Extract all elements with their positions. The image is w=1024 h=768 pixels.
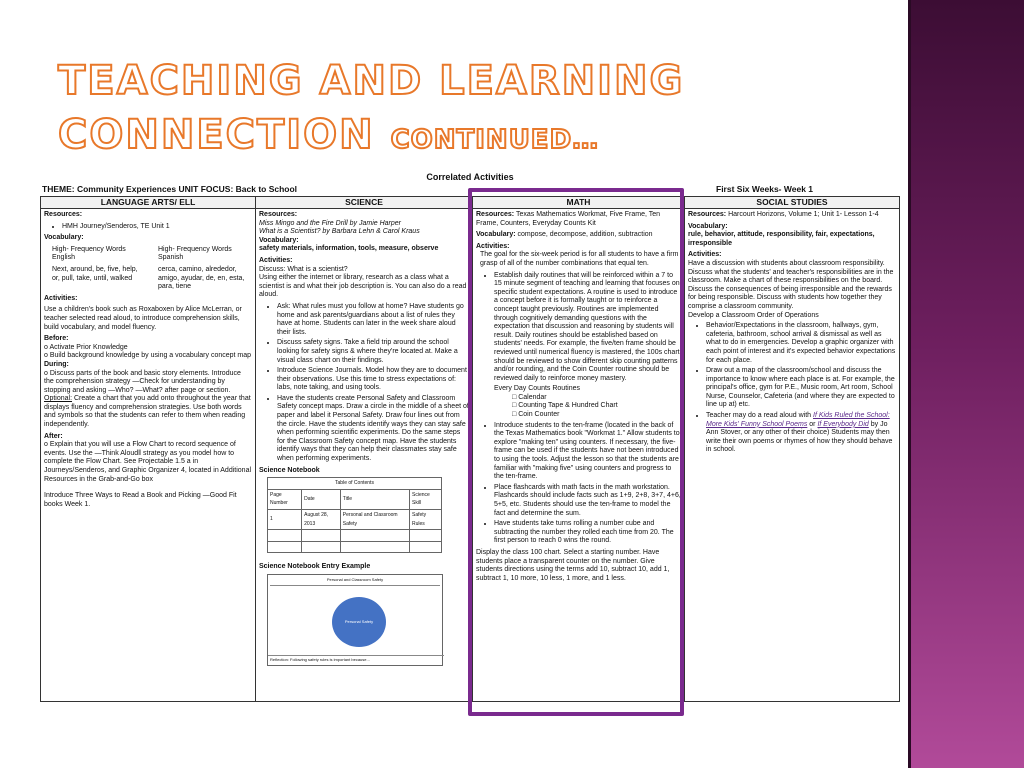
- intro-text: Introduce Three Ways to Read a Book and Picking —Good Fit books Week 1.: [44, 492, 237, 508]
- final-text: Display the class 100 chart. Select a starting number. Have students place a transparent counter on the number. Give students directions using the terms add 10, subtract 10, add 1, subtract 1, 10 more, 10 less, 1 more, and 1 less.: [476, 548, 670, 582]
- activity-text: Using either the internet or library, research as a class what a scientist is and what their job description is. You can also do a read aloud.: [259, 274, 467, 299]
- resources-label: Resources:: [44, 211, 83, 218]
- toc-cell: Safety Rules: [410, 510, 442, 530]
- list-item: • Draw out a map of the classroom/school and discuss the importance to know where each place is at. For example, the principal's office, gym for P.E., Music room, Art room, School Nurse, Counselor, Cafeteria (and where they are expected to line up at) etc.: [706, 367, 896, 410]
- edc-label: Every Day Counts Routines: [494, 385, 580, 393]
- math-highlight-frame: [468, 188, 684, 716]
- list-item: • Ask: What rules must you follow at home? Have students go home and ask parents/guardians about a list of rules they have at home. Students can later in the week share aloud their lists.: [277, 303, 469, 337]
- before-item: o Activate Prior Knowledge: [44, 343, 128, 351]
- list-item: • Teacher may do a read aloud with If Kids Ruled the School: More Kids' Funny School Poems or If Everybody Did by Jo Ann Stover, or any other of their choice) Students may then write their own poems or rhymes of how they should behave in school.: [706, 412, 896, 455]
- activity-text: Use a children's book such as Roxaboxen by Alice McLerran, or teacher selected read aloud, to introduce comprehension skills, build vocabulary, and model fluency.: [44, 306, 242, 331]
- decorative-sidebar: [908, 0, 1024, 768]
- during-label: During:: [44, 360, 69, 368]
- resources-label: Resources:: [259, 211, 298, 218]
- column-science: [256, 197, 473, 701]
- list-item: • Have the students create Personal Safety and Classroom Safety concept maps. Draw a circle in the middle of a sheet of paper and label it Personal Safety. Draw four lines out from the circle. Have the students identify ways they can stay safe when performing scientific experiments. Do the same steps for the Classroom Safety concept map. Have the students identify ways that they can help their classmates stay safe when performing experiments.: [277, 395, 469, 464]
- resource-item: • HMH Journey/Senderos, TE Unit 1: [62, 223, 252, 232]
- notebook-label: Science Notebook: [259, 466, 320, 474]
- vocab-label: Vocabulary:: [688, 222, 728, 230]
- list-item: • Discuss safety signs. Take a field trip around the school looking for safety signs & where they're located at. Make a visual class chart on their findings.: [277, 339, 469, 365]
- resources-text: Texas Mathematics Workmat, Five Frame, Ten Frame, Counters, Everyday Counts Kit: [476, 211, 661, 227]
- before-label: Before:: [44, 335, 69, 343]
- toc-header: Title: [340, 489, 409, 509]
- list-item: • Establish daily routines that will be reinforced within a 7 to 15 minute segment of teaching and learning that focuses on specific student expectations. A routine is used to introduce a concept before it is formally taught or to reinforce a concept taught previously. Routines are implemented through cognitively demanding questions with the expectation that discussion and reasoning by students will result. Daily routines should be established based on students' needs. For example, the five/ten frame should be reviewed until numerical fluency is mastered, the 100s chart should be reviewed to show different skip counting patterns and/or rounding, and the Coin Counter routine should be reviewed daily to reinforce money mastery. Every Day Counts Routines □ Calendar □ Counting Tape & Hundred Chart □ Coin Counter: [494, 272, 681, 420]
- slide-title-continued: CONTINUED…: [390, 125, 600, 155]
- edc-item: □ Counting Tape & Hundred Chart: [512, 402, 618, 410]
- toc-cell: 1: [268, 510, 302, 530]
- vocab-spanish-words: cerca, camino, alrededor, amigo, ayudar, de, en, esta, para, tiene: [158, 265, 245, 291]
- column-header: SOCIAL STUDIES: [685, 197, 899, 209]
- list-item: • Place flashcards with math facts in the math workstation. Flashcards should include facts such as 1+9, 2+8, 3+7, 4+6, 5+5, etc. Students should use the ten-frame to model the fact and determine the sum.: [494, 484, 681, 518]
- resources-label: Resources:: [688, 211, 727, 218]
- doc-week: First Six Weeks- Week 1: [716, 184, 814, 194]
- after-item: o Explain that you will use a Flow Chart to record sequence of events. Use the —Think Aloud‖ strategy as you model how to complete the Flow Chart. See Projectable 1.5 a in Journeys/Senderos, and Graphic Organizer 4, located in Additional Resources in the Grab-and-Go box: [44, 441, 252, 483]
- vocab-english-words: Next, around, be, five, help, or, pull, take, until, walked: [52, 265, 138, 282]
- during-item: o Discuss parts of the book and basic story elements. Introduce the comprehension strategy —Check for understanding by stopping and asking —Who? —What? after page or section.: [44, 369, 241, 394]
- edc-item: □ Coin Counter: [512, 411, 560, 419]
- resources-text: Harcourt Horizons, Volume 1; Unit 1- Lesson 1-4: [726, 211, 879, 218]
- column-social-studies: [685, 197, 899, 701]
- optional-text: Create a chart that you add onto throughout the year that displays fluency and comprehension strategies. Use both words and symbols so that the students can refer to them when reading independently.: [44, 395, 251, 429]
- list-item: • Introduce students to the ten-frame (located in the back of the Texas Mathematics book "Workmat 1." Allow students to explore "making ten" using counters. If necessary, the five-frame can be used if the students have not been introduced to using the tools. Adjust the lesson so that the students are familiar with "making five" using counters and progress to the ten-frame.: [494, 422, 681, 482]
- activity-text: Develop a Classroom Order of Operations: [688, 311, 819, 319]
- activities-label: Activities:: [476, 242, 510, 250]
- table-of-contents: [267, 477, 442, 553]
- entry-caption: Personal and Classroom Safety: [270, 576, 440, 586]
- doc-heading: Correlated Activities: [426, 172, 514, 182]
- sidebar-edge: [908, 0, 911, 768]
- entry-example-label: Science Notebook Entry Example: [259, 563, 371, 571]
- after-label: After:: [44, 432, 63, 440]
- vocab-words: safety materials, information, tools, measure, observe: [259, 245, 439, 253]
- toc-title: Table of Contents: [268, 478, 442, 490]
- entry-reflection: Reflection: Following safety rules is important because...: [268, 655, 444, 665]
- optional-label: Optional:: [44, 395, 73, 403]
- activities-label: Activities:: [259, 256, 293, 264]
- slide-title-line2: [58, 112, 599, 158]
- column-language-arts: [41, 197, 256, 701]
- vocab-english-head: High- Frequency Words English: [52, 245, 126, 262]
- resource-item: What is a Scientist? by Barbara Lehn & Carol Kraus: [259, 228, 420, 236]
- notebook-entry-example: [267, 574, 443, 666]
- activities-label: Activities:: [44, 294, 78, 302]
- toc-header: Science Skill: [410, 489, 442, 509]
- list-item: • Have students take turns rolling a number cube and subtracting the number they rolled each time from 20. The first person to reach 0 wins the round.: [494, 520, 681, 546]
- column-header: LANGUAGE ARTS/ ELL: [41, 197, 255, 209]
- toc-header: Page Number: [268, 489, 302, 509]
- discuss-text: Discuss: What is a scientist?: [259, 265, 348, 273]
- activities-label: Activities:: [688, 251, 722, 259]
- book-link[interactable]: If Everybody Did: [817, 420, 869, 428]
- activity-text: Have a discussion with students about classroom responsibility. Discuss what the students' and teacher's responsibilities are in the classroom. Make a chart of these responsibilities on the board. Discuss the consequences of being irresponsible and the rewards for being responsible. Discuss with students how together they comprise a classroom community.: [688, 259, 894, 310]
- before-item: o Build background knowledge by using a vocabulary concept map: [44, 352, 252, 360]
- toc-header: Date: [302, 489, 341, 509]
- slide-title-connection: CONNECTION: [58, 112, 375, 158]
- goal-text: The goal for the six-week period is for all students to have a firm grasp of all of the number combinations that equal ten.: [480, 251, 679, 267]
- toc-cell: Personal and Classroom Safety: [340, 510, 409, 530]
- column-header: SCIENCE: [256, 197, 472, 209]
- resource-item: Miss Mingo and the Fire Drill by Jamie Harper: [259, 219, 401, 227]
- column-header: MATH: [473, 197, 684, 209]
- doc-theme: THEME: Community Experiences UNIT FOCUS: Back to School: [42, 184, 298, 194]
- toc-cell: August 28, 2013: [302, 510, 341, 530]
- book-link[interactable]: If Kids Ruled the School: More Kids' Funny School Poems: [706, 412, 890, 428]
- vocab-label: Vocabulary:: [259, 236, 299, 244]
- vocab-words: rule, behavior, attitude, responsibility, fair, expectations, irresponsible: [688, 231, 875, 247]
- vocab-label: Vocabulary:: [476, 231, 516, 239]
- edc-item: □ Calendar: [512, 393, 547, 401]
- list-item: • Behavior/Expectations in the classroom, hallways, gym, cafeteria, bathroom, school arrival & dismissal as well as what to do in emergencies. Develop a graphic organizer with each point of interest and it's expected behavior expectations for each place.: [706, 322, 896, 365]
- resources-label: Resources:: [476, 211, 515, 218]
- personal-safety-circle: Personal Safety: [332, 597, 386, 647]
- vocab-words: compose, decompose, addition, subtraction: [515, 231, 653, 239]
- vocab-label: Vocabulary:: [44, 234, 84, 242]
- vocab-spanish-head: High- Frequency Words Spanish: [158, 245, 232, 262]
- list-item: • Introduce Science Journals. Model how they are to document their observations. Use this time to stress expectations of: labs, note taking, and using tools.: [277, 367, 469, 393]
- slide-title-line1: TEACHING AND LEARNING: [58, 58, 685, 104]
